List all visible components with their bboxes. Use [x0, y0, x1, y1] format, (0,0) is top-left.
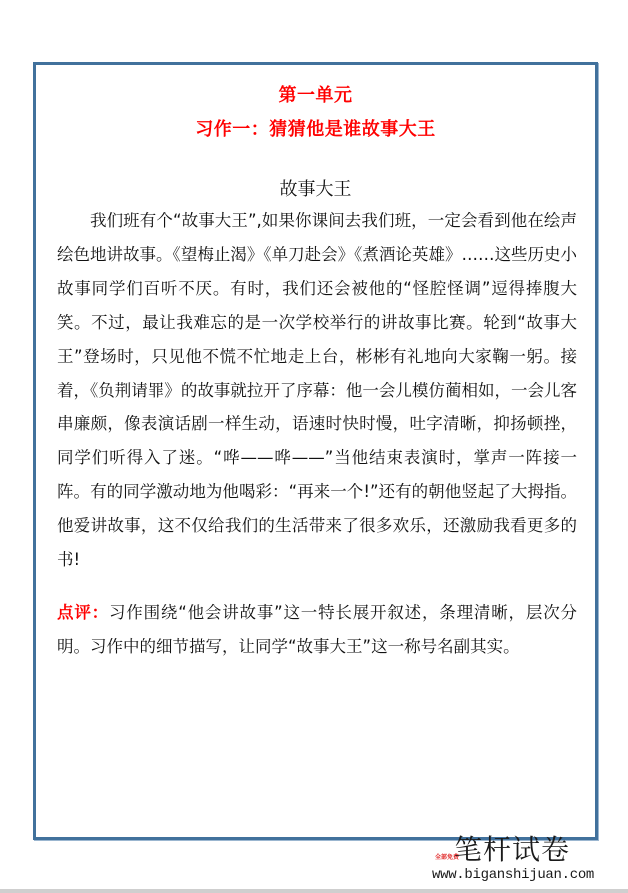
unit-title: 第一单元	[278, 85, 353, 106]
watermark-brand: 笔杆试卷	[454, 833, 571, 866]
watermark	[432, 832, 622, 888]
story-title: 故事大王	[279, 179, 352, 200]
story-body: 我们班有个“故事大王”,如果你课间去我们班，一定会看到他在绘声绘色地讲故事。《望梅止渴》《单刀赴会》《煮酒论英雄》……这些历史小故事同学们百听不厌。有时，我们还会被他的“怪腔怪调”逗得捧腹大笑。不过，最让我难忘的是一次学校举行的讲故事比赛。轮到“故事大王”登场时，只见他不慌不忙地走上台，彬彬有礼地向大家鞠一躬。接着，《负荆请罪》的故事就拉开了序幕：他一会儿模仿蔺相如，一会儿客串廉颇，像表演话剧一样生动，语速时快时慢，吐字清晰，抑扬顿挫，同学们听得入了迷。“哗——哗——”当他结束表演时，掌声一阵接一阵。有的同学激动地为他喝彩：“再来一个!”还有的朝他竖起了大拇指。他爱讲故事，这不仅给我们的生活带来了很多欢乐，还激励我看更多的书!	[57, 211, 577, 570]
watermark-url: www.biganshijuan.com	[432, 867, 595, 883]
page-frame	[33, 62, 598, 840]
essay-heading: 习作一：猜猜他是谁故事大王	[195, 119, 436, 140]
bottom-divider	[0, 889, 628, 893]
comment-text: 习作围绕“他会讲故事”这一特长展开叙述，条理清晰，层次分明。习作中的细节描写，让同学“故事大王”这一称号名副其实。	[57, 603, 578, 656]
comment-label: 点评：	[57, 603, 109, 622]
comment	[57, 596, 577, 664]
watermark-tag: 全部免费	[435, 854, 460, 861]
